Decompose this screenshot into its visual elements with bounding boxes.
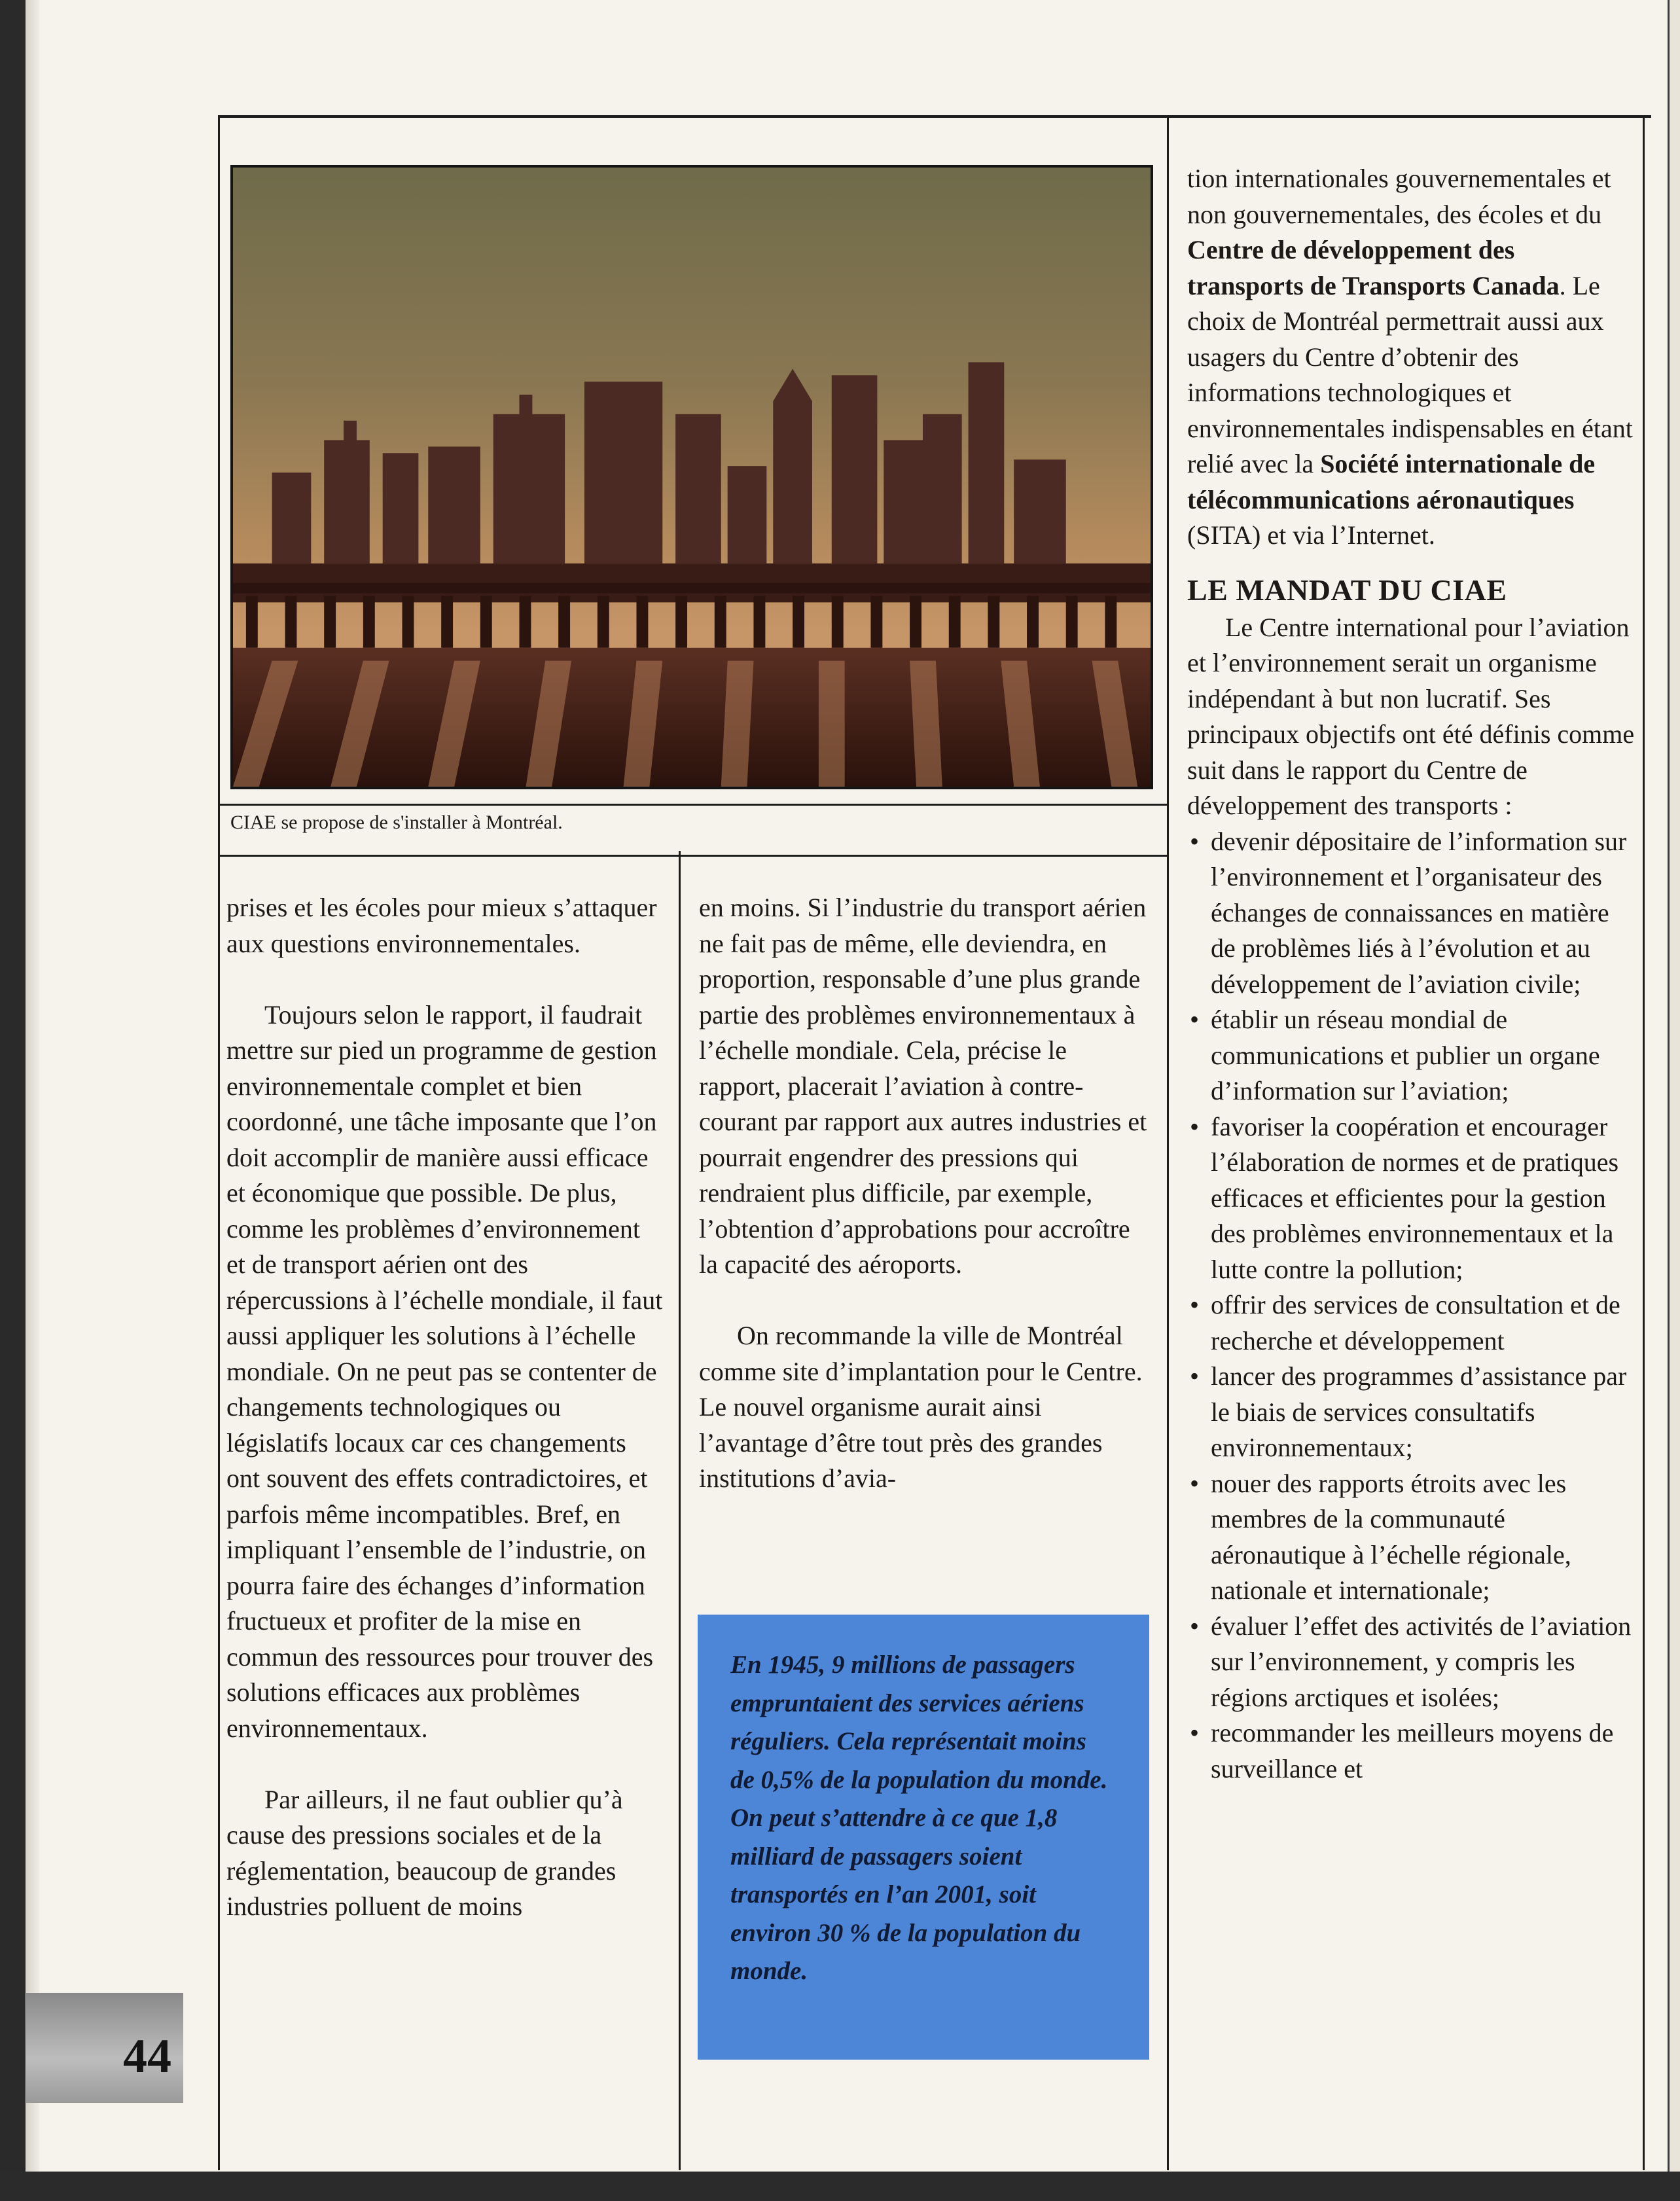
right-intro-bold-2: Société internationale de télécommunications aéronautiques — [1187, 449, 1596, 514]
right-intro-bold-1: Centre de développement des transports de Transports Canada — [1187, 235, 1560, 300]
left-paragraph-3: Par ailleurs, il ne faut oublier qu’à cause des pressions sociales et de la réglementation, beaucoup de grandes industries polluent de moins — [226, 1784, 623, 1921]
montreal-skyline-photo — [230, 165, 1153, 789]
caption-rule-top — [218, 804, 1167, 806]
column-rule-middle — [679, 851, 681, 2170]
column-rule-left — [218, 115, 220, 2170]
left-paragraph-2: Toujours selon le rapport, il faudrait mettre sur pied un programme de gestion environnementale complet et bien coordonné, une tâche imposante que l’on doit accomplir de manière aussi efficace et économique que possible. De plus, comme les problèmes d’environnement et de transport aérien ont des répercussions à l’échelle mondiale, il faut aussi appliquer les solutions à l’échelle mondiale. On ne peut pas se contenter de changements technologiques ou législatifs locaux car ces changements ont souvent des effets contradictoires, et parfois même incompatibles. Bref, en impliquant l’ensemble de l’industrie, on pourra faire des échanges d’information fructueux et profiter de la mise en commun des ressources pour trouver des solutions efficaces aux problèmes environnementaux. — [226, 999, 663, 1743]
column-rule-right — [1167, 115, 1169, 2170]
pullquote-text: En 1945, 9 millions de passagers empruntaient des services aériens réguliers. Cela représentait moins de 0,5% de la population du monde. On peut s’attendre à ce que 1,8 milliard de passagers soient transportés en l’an 2001, soit environ 30 % de la population du monde. — [730, 1651, 1108, 1985]
middle-paragraph-2: On recommande la ville de Montréal comme site d’implantation pour le Centre. Le nouvel organisme aurait ainsi l’avantage d’être tout près des grandes institutions d’avia- — [699, 1321, 1143, 1493]
scan-edge-left — [0, 0, 39, 2201]
right-intro-text-2: . Le choix de Montréal permettrait aussi aux usagers du Centre d’obtenir des informations technologiques et environnementales indispensables en étant relié avec la — [1187, 270, 1633, 478]
caption-rule-bottom — [218, 855, 1167, 857]
photo-caption: CIAE se propose de s'installer à Montréal. — [230, 812, 563, 833]
mandate-objectives-list — [1187, 824, 1636, 1787]
pullquote-box — [698, 1615, 1149, 2060]
skyline-illustration — [233, 168, 1151, 787]
list-item: • offrir des services de consultation et de recherche et développement — [1187, 1287, 1636, 1359]
list-item: • lancer des programmes d’assistance par le biais de services consultatifs environnementaux; — [1187, 1359, 1636, 1466]
right-intro-text-1: tion internationales gouvernementales et non gouvernementales, des écoles et du — [1187, 164, 1611, 229]
section-heading: LE MANDAT DU CIAE — [1187, 573, 1507, 607]
list-item: • nouer des rapports étroits avec les membres de la communauté aéronautique à l’échelle régionale, nationale et internationale; — [1187, 1466, 1636, 1609]
column-rule-outer — [1643, 115, 1645, 2170]
scan-edge-bottom — [0, 2172, 1680, 2201]
right-intro-text-3: (SITA) et via l’Internet. — [1187, 520, 1435, 550]
right-intro-paragraph — [1187, 161, 1636, 554]
scan-edge-right — [1668, 0, 1680, 2201]
mandate-intro: Le Centre international pour l’aviation et l’environnement serait un organisme indépendant à but non lucratif. Ses principaux objectifs ont été définis comme suit dans le rapport du Centre de développement des transports : — [1187, 612, 1635, 820]
column-left — [226, 890, 664, 1925]
list-item: • favoriser la coopération et encourager l’élaboration de normes et de pratiques efficaces et efficientes pour la gestion des problèmes environnementaux et la lutte contre la pollution; — [1187, 1109, 1636, 1288]
column-middle — [699, 890, 1152, 1497]
list-item: • évaluer l’effet des activités de l’aviation sur l’environnement, y compris les régions arctiques et isolées; — [1187, 1609, 1636, 1716]
list-item: • recommander les meilleurs moyens de surveillance et — [1187, 1715, 1636, 1787]
list-item: • devenir dépositaire de l’information sur l’environnement et l’organisateur des échanges de connaissances en matière de problèmes liés à l’évolution et au développement de l’aviation civile; — [1187, 824, 1636, 1003]
left-paragraph-1: prises et les écoles pour mieux s’attaquer aux questions environnementales. — [226, 893, 657, 958]
middle-paragraph-1: en moins. Si l’industrie du transport aérien ne fait pas de même, elle deviendra, en proportion, responsable d’une plus grande partie des problèmes environnementaux à l’échelle mondiale. Cela, précise le rapport, placerait l’aviation à contre-courant par rapport aux autres industries et pourrait engendrer des pressions qui rendraient plus difficile, par exemple, l’obtention d’approbations pour accroître la capacité des aéroports. — [699, 893, 1147, 1279]
page-number: 44 — [123, 2030, 171, 2083]
column-right — [1187, 161, 1636, 1787]
list-item: • établir un réseau mondial de communications et publier un organe d’information sur l’aviation; — [1187, 1002, 1636, 1109]
